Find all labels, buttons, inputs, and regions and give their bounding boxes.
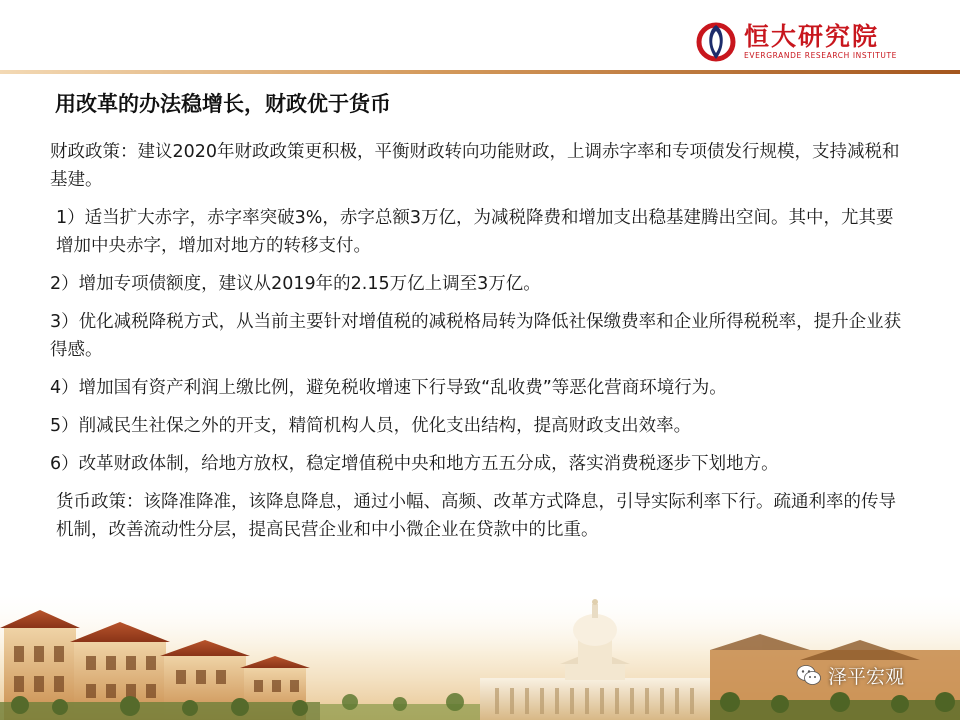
watermark-text: 泽平宏观 <box>828 666 905 688</box>
paragraph-monetary-policy: 货币政策：该降准降准，该降息降息，通过小幅、高频、改革方式降息，引导实际利率下行。疏通利率的传导机制，改善流动性分层，提高民营企业和中小微企业在贷款中的比重。 <box>56 492 896 540</box>
paragraph-item-1: 1）适当扩大赤字，赤字率突破3%，赤字总额3万亿，为减税降费和增加支出稳基建腾出空间。其中，尤其要增加中央赤字，增加对地方的转移支付。 <box>56 208 894 256</box>
evergrande-logo-icon <box>694 18 738 62</box>
paragraph-item-5: 5）削减民生社保之外的开支，精简机构人员，优化支出结构，提高财政支出效率。 <box>50 416 692 436</box>
paragraph-item-4: 4）增加国有资产利润上缴比例，避免税收增速下行导致“乱收费”等恶化营商环境行为。 <box>50 378 727 398</box>
brand-name-en: EVERGRANDE RESEARCH INSTITUTE <box>744 51 898 60</box>
paragraph-fiscal-policy: 财政政策：建议2020年财政政策更积极，平衡财政转向功能财政，上调赤字率和专项债发行规模，支持减税和基建。 <box>50 142 900 190</box>
paragraph-item-3: 3）优化减税降税方式，从当前主要针对增值税的减税格局转为降低社保缴费率和企业所得税税率，提升企业获得感。 <box>50 312 902 360</box>
slide-title: 用改革的办法稳增长，财政优于货币 <box>55 92 391 116</box>
paragraph-item-2: 2）增加专项债额度，建议从2019年的2.15万亿上调至3万亿。 <box>50 274 541 294</box>
footer-buildings-illustration <box>0 590 960 720</box>
header-divider <box>0 70 960 74</box>
brand-logo <box>690 14 898 64</box>
wechat-icon <box>796 662 822 688</box>
brand-name-cn: 恒大研究院 <box>744 22 880 51</box>
paragraph-item-6: 6）改革财政体制，给地方放权，稳定增值税中央和地方五五分成，落实消费税逐步下划地方。 <box>50 454 779 474</box>
slide-body <box>50 138 910 554</box>
